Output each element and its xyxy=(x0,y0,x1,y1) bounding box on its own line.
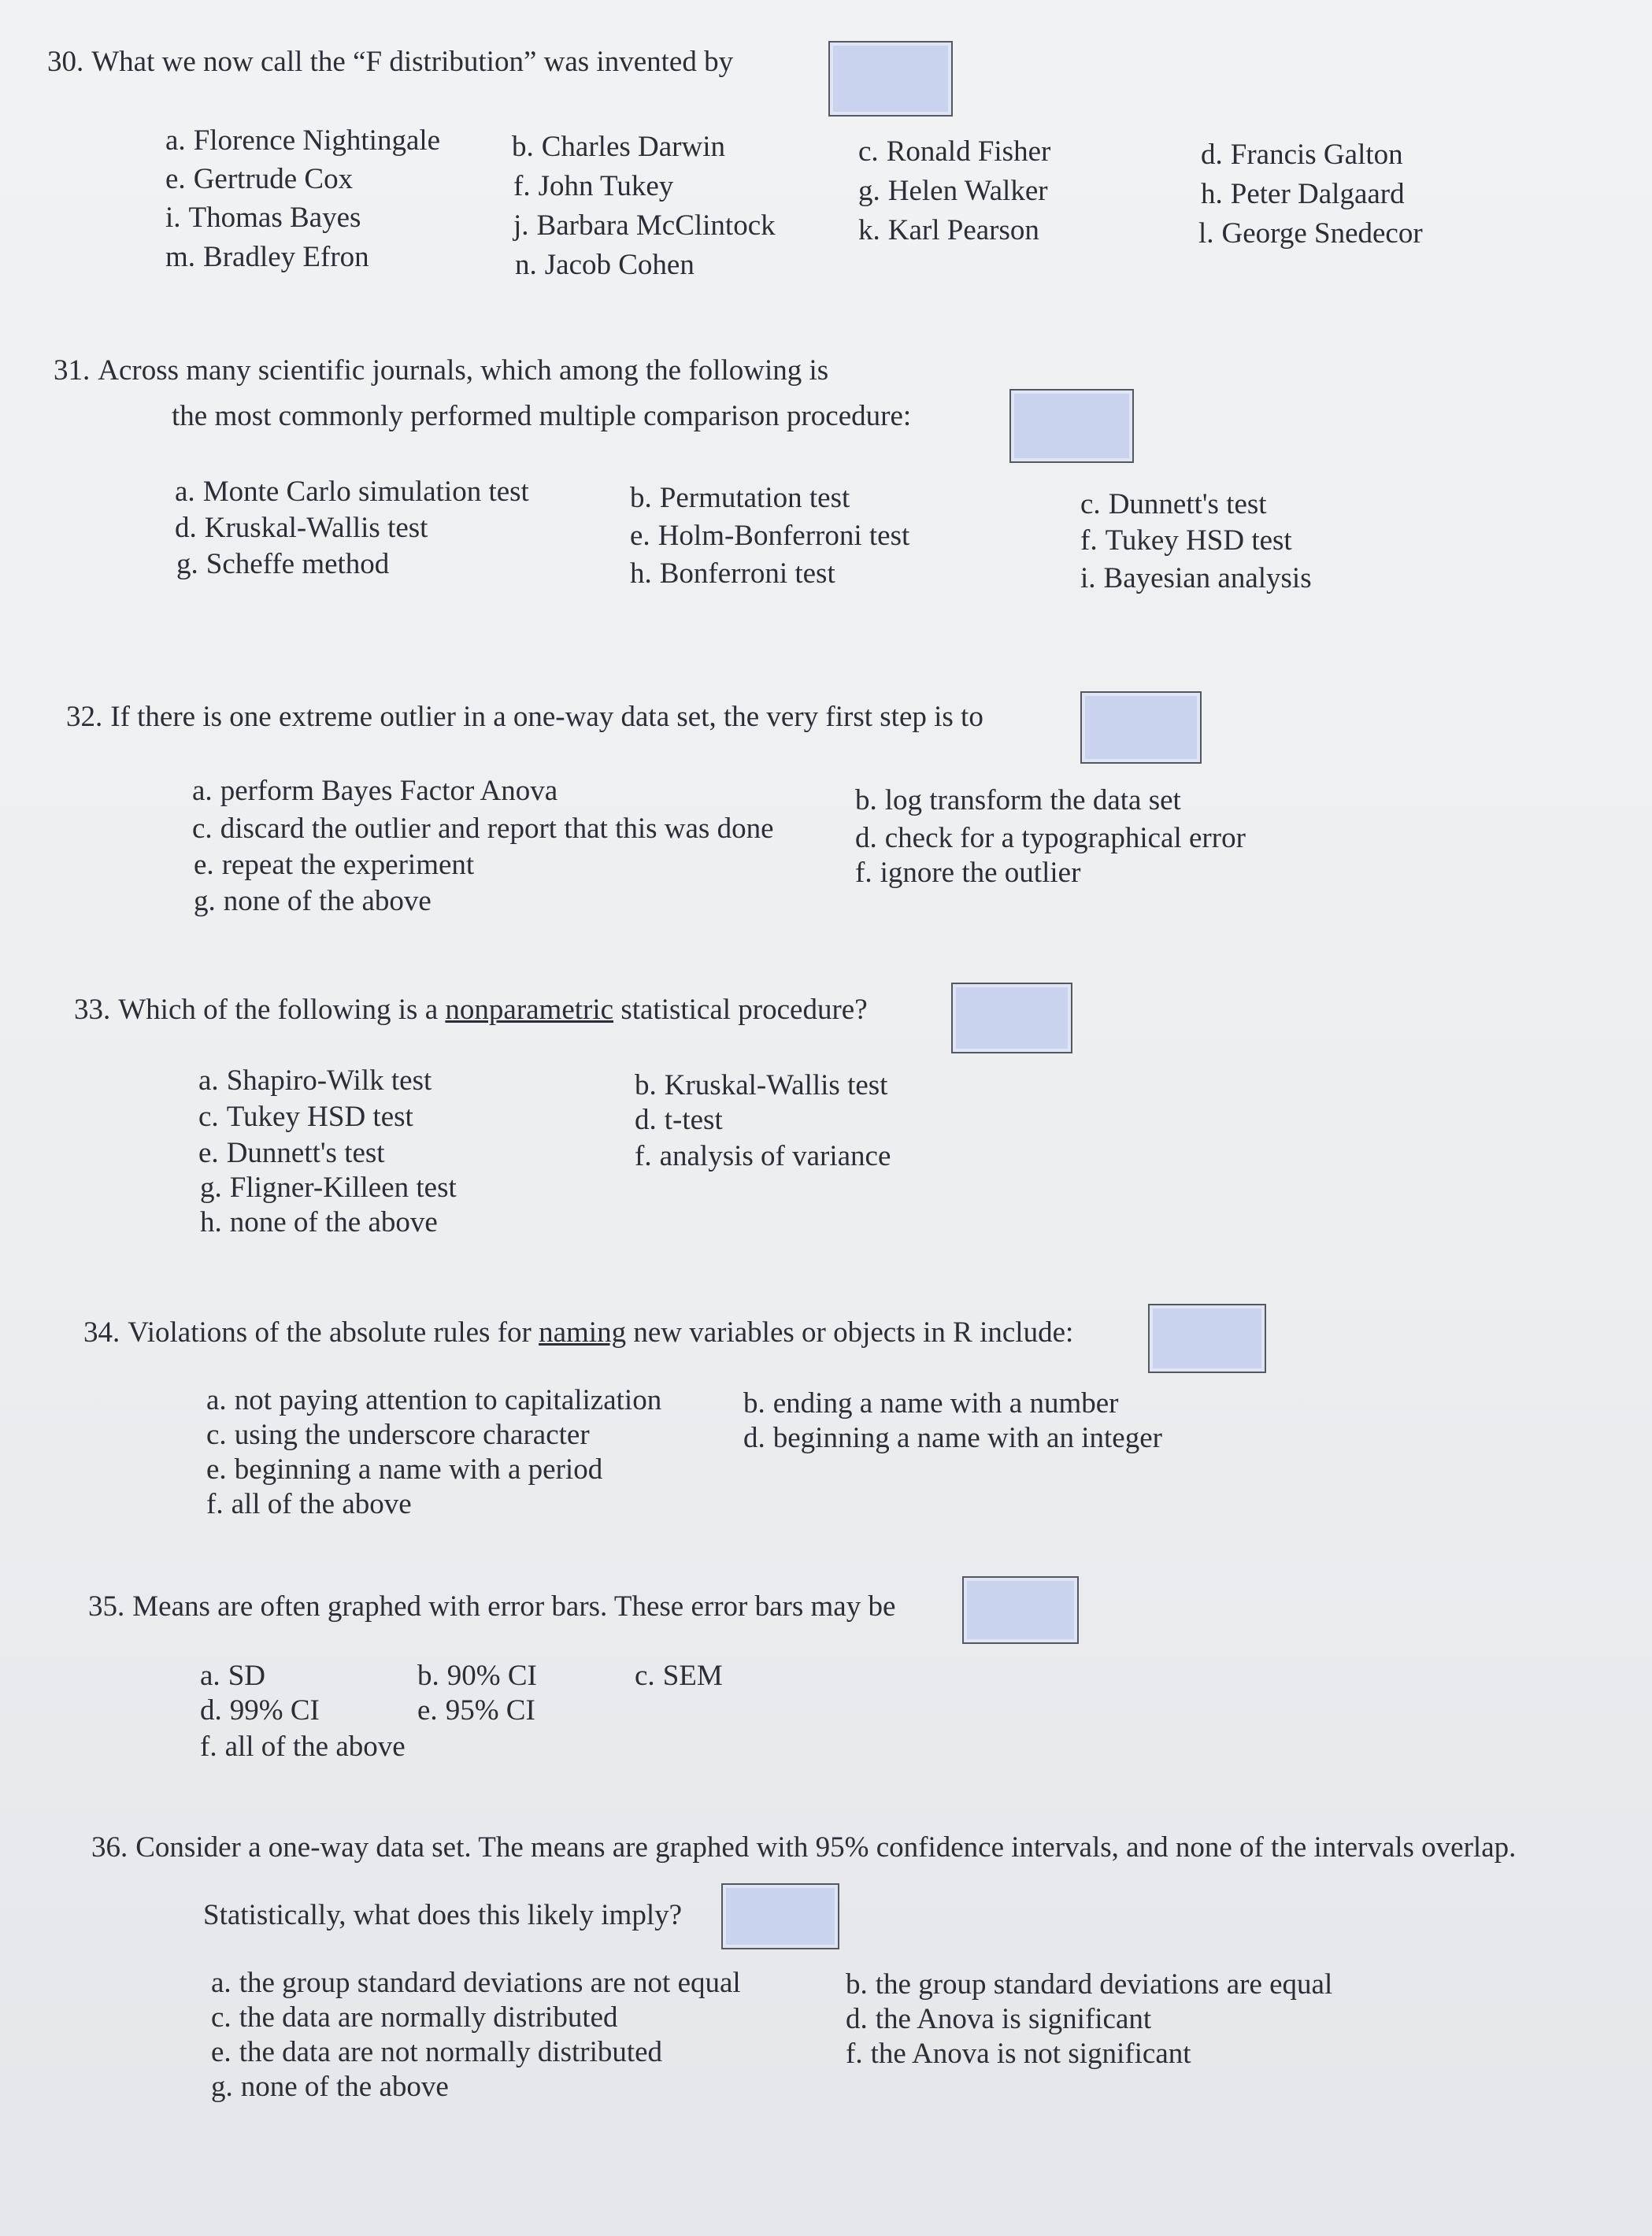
option-31-e[interactable]: e. Holm-Bonferroni test xyxy=(630,520,910,552)
option-33-g[interactable]: g. Fligner-Killeen test xyxy=(200,1172,457,1204)
answer-box-36[interactable] xyxy=(721,1883,839,1949)
question-text-line2: the most commonly performed multiple comparison procedure: xyxy=(172,400,912,432)
option-32-d[interactable]: d. check for a typographical error xyxy=(855,822,1246,854)
option-34-c[interactable]: c. using the underscore character xyxy=(206,1419,590,1451)
option-36-e[interactable]: e. the data are not normally distributed xyxy=(211,2036,663,2068)
option-31-i[interactable]: i. Bayesian analysis xyxy=(1080,562,1312,594)
option-33-b[interactable]: b. Kruskal-Wallis test xyxy=(635,1069,888,1101)
question-number: 32. xyxy=(66,701,103,733)
question-text: If there is one extreme outlier in a one-way data set, the very first step is to xyxy=(110,701,983,733)
answer-box-32[interactable] xyxy=(1080,691,1202,764)
option-30-c[interactable]: c. Ronald Fisher xyxy=(858,135,1051,168)
question-number: 36. xyxy=(91,1831,128,1864)
option-33-e[interactable]: e. Dunnett's test xyxy=(198,1137,385,1169)
question-number: 34. xyxy=(83,1316,120,1349)
answer-box-34[interactable] xyxy=(1148,1304,1266,1373)
option-30-i[interactable]: i. Thomas Bayes xyxy=(165,202,361,234)
option-30-n[interactable]: n. Jacob Cohen xyxy=(515,249,695,281)
option-36-g[interactable]: g. none of the above xyxy=(211,2071,449,2103)
question-text-after: new variables or objects in R include: xyxy=(633,1316,1074,1349)
question-35 xyxy=(88,1589,895,1625)
option-33-f[interactable]: f. analysis of variance xyxy=(635,1140,891,1172)
option-32-f[interactable]: f. ignore the outlier xyxy=(855,857,1081,889)
question-31 xyxy=(54,353,828,389)
question-number: 35. xyxy=(88,1590,125,1623)
option-30-l[interactable]: l. George Snedecor xyxy=(1198,217,1423,250)
option-36-b[interactable]: b. the group standard deviations are equal xyxy=(846,1968,1333,2001)
question-number: 33. xyxy=(74,994,111,1026)
option-32-g[interactable]: g. none of the above xyxy=(194,885,432,917)
option-31-c[interactable]: c. Dunnett's test xyxy=(1080,488,1267,520)
question-text-line1: Across many scientific journals, which among the following is xyxy=(98,354,829,387)
answer-box-33[interactable] xyxy=(951,983,1072,1053)
option-30-f[interactable]: f. John Tukey xyxy=(513,170,674,202)
question-text-after: statistical procedure? xyxy=(620,994,868,1026)
question-text-underlined: nonparametric xyxy=(445,994,614,1026)
option-35-d[interactable]: d. 99% CI xyxy=(200,1694,320,1727)
option-34-d[interactable]: d. beginning a name with an integer xyxy=(743,1422,1162,1454)
option-35-a[interactable]: a. SD xyxy=(200,1660,265,1692)
question-number: 31. xyxy=(54,354,91,387)
option-31-d[interactable]: d. Kruskal-Wallis test xyxy=(175,512,428,544)
option-35-e[interactable]: e. 95% CI xyxy=(417,1694,535,1727)
question-30 xyxy=(47,44,733,80)
option-30-k[interactable]: k. Karl Pearson xyxy=(858,214,1039,246)
answer-box-35[interactable] xyxy=(962,1576,1079,1644)
option-33-c[interactable]: c. Tukey HSD test xyxy=(198,1101,413,1133)
option-36-a[interactable]: a. the group standard deviations are not equal xyxy=(211,1967,741,1999)
question-text-before: Violations of the absolute rules for xyxy=(128,1316,532,1349)
option-32-a[interactable]: a. perform Bayes Factor Anova xyxy=(192,775,558,807)
question-36 xyxy=(91,1830,1516,1866)
question-text-before: Which of the following is a xyxy=(118,994,439,1026)
option-30-h[interactable]: h. Peter Dalgaard xyxy=(1201,178,1405,210)
option-32-b[interactable]: b. log transform the data set xyxy=(855,784,1181,816)
option-30-j[interactable]: j. Barbara McClintock xyxy=(513,209,776,242)
question-31-line2 xyxy=(172,398,911,435)
question-34 xyxy=(83,1315,1073,1351)
option-31-g[interactable]: g. Scheffe method xyxy=(176,548,390,580)
option-34-f[interactable]: f. all of the above xyxy=(206,1488,412,1520)
question-text-line2: Statistically, what does this likely imply? xyxy=(203,1899,683,1931)
question-number: 30. xyxy=(47,46,84,78)
question-32 xyxy=(66,699,983,735)
answer-box-30[interactable] xyxy=(828,41,953,117)
question-text: What we now call the “F distribution” was invented by xyxy=(91,46,734,78)
option-33-d[interactable]: d. t-test xyxy=(635,1104,723,1136)
option-34-e[interactable]: e. beginning a name with a period xyxy=(206,1453,603,1486)
option-30-d[interactable]: d. Francis Galton xyxy=(1201,139,1403,171)
option-30-m[interactable]: m. Bradley Efron xyxy=(165,241,369,273)
option-30-b[interactable]: b. Charles Darwin xyxy=(512,131,725,163)
option-36-f[interactable]: f. the Anova is not significant xyxy=(846,2038,1191,2070)
question-text: Consider a one-way data set. The means are graphed with 95% confidence intervals, and none of the intervals overlap. xyxy=(135,1831,1517,1864)
option-33-h[interactable]: h. none of the above xyxy=(200,1206,438,1238)
option-35-b[interactable]: b. 90% CI xyxy=(417,1660,537,1692)
question-text: Means are often graphed with error bars. These error bars may be xyxy=(132,1590,896,1623)
answer-box-31[interactable] xyxy=(1009,389,1134,463)
option-30-g[interactable]: g. Helen Walker xyxy=(858,175,1048,207)
option-31-h[interactable]: h. Bonferroni test xyxy=(630,557,835,590)
option-36-d[interactable]: d. the Anova is significant xyxy=(846,2003,1152,2035)
option-31-f[interactable]: f. Tukey HSD test xyxy=(1080,524,1292,557)
question-36-line2 xyxy=(203,1897,682,1934)
option-31-b[interactable]: b. Permutation test xyxy=(630,482,850,514)
question-text-underlined: naming xyxy=(539,1316,627,1349)
option-30-e[interactable]: e. Gertrude Cox xyxy=(165,163,354,195)
option-31-a[interactable]: a. Monte Carlo simulation test xyxy=(175,476,529,508)
option-35-f[interactable]: f. all of the above xyxy=(200,1731,406,1763)
option-33-a[interactable]: a. Shapiro-Wilk test xyxy=(198,1064,432,1097)
option-34-a[interactable]: a. not paying attention to capitalization xyxy=(206,1384,662,1416)
option-35-c[interactable]: c. SEM xyxy=(635,1660,723,1692)
question-33 xyxy=(74,992,868,1028)
option-32-e[interactable]: e. repeat the experiment xyxy=(194,849,475,881)
option-34-b[interactable]: b. ending a name with a number xyxy=(743,1387,1119,1420)
option-36-c[interactable]: c. the data are normally distributed xyxy=(211,2001,618,2034)
option-32-c[interactable]: c. discard the outlier and report that this was done xyxy=(192,813,774,845)
option-30-a[interactable]: a. Florence Nightingale xyxy=(165,124,441,157)
